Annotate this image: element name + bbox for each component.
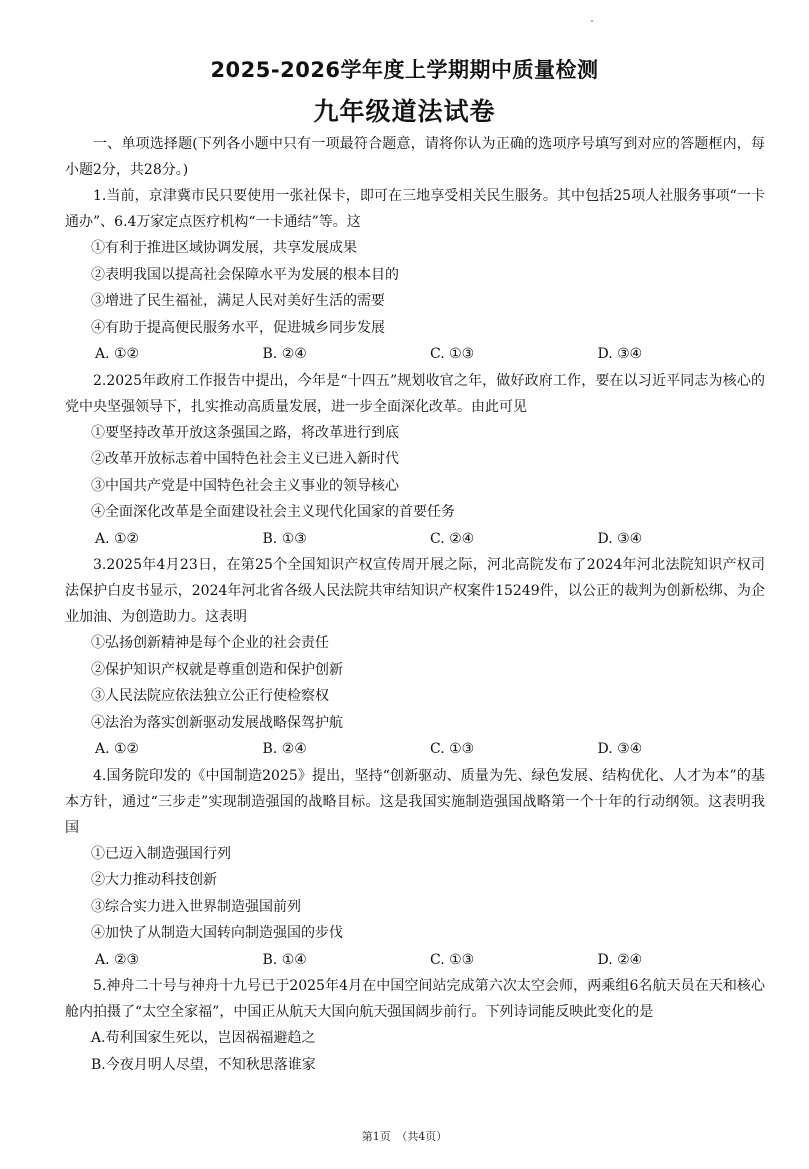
question-option: ③增进了民生福祉，满足人民对美好生活的需要 (91, 293, 385, 309)
question-stem: 1.当前，京津冀市民只要使用一张社保卡，即可在三地享受相关民生服务。其中包括25项人社服务事项“一卡通办”、6.4万家定点医疗机构“一卡通结”等。这 (65, 188, 765, 230)
choice-d: D. ③④ (597, 741, 643, 757)
choice-b: B. ②④ (262, 346, 307, 362)
question-option: ②保护知识产权就是尊重创造和保护创新 (91, 661, 343, 678)
question-2 (65, 368, 765, 553)
section-instructions: 一、单项选择题(下列各小题中只有一项最符合题意，请将你认为正确的选项序号填写到对应的答题框内，每小题2分，共28分。) (65, 136, 765, 178)
answer-choices (65, 526, 765, 553)
question-option: ④加快了从制造大国转向制造强国的步伐 (91, 925, 343, 941)
question-3 (65, 552, 765, 763)
question-1 (65, 183, 765, 368)
exam-content (65, 131, 765, 1078)
question-option: ④全面深化改革是全面建设社会主义现代化国家的首要任务 (91, 504, 455, 520)
question-option: ②表明我国以提高社会保障水平为发展的根本目的 (91, 266, 399, 283)
choice-a: A. ①② (95, 741, 140, 757)
answer-choices (65, 736, 765, 763)
question-stem: 3.2025年4月23日，在第25个全国知识产权宣传周开展之际，河北高院发布了2024年河北法院知识产权司法保护白皮书显示，2024年河北省各级人民法院共审结知识产权案件15249件，以公正的裁判为创新松绑、为企业加油、为创造助力。这表明 (65, 557, 765, 625)
question-stem: 2.2025年政府工作报告中提出，今年是“十四五”规划收官之年，做好政府工作，要在以习近平同志为核心的党中央坚强领导下，扎实推动高质量发展，进一步全面深化改革。由此可见 (65, 372, 765, 415)
page-footer: 第1页 （共4页） (361, 1130, 448, 1143)
choice-a: A. ①② (95, 346, 140, 362)
choice-d: D. ③④ (597, 346, 643, 362)
choice-a: A. ①② (95, 530, 140, 547)
question-stem: 4.国务院印发的《中国制造2025》提出，坚持“创新驱动、质量为先、绿色发展、结构优化、人才为本”的基本方针，通过“三步走”实现制造强国的战略目标。这是我国实施制造强国战略第一个十年的行动纲领。这表明我国 (65, 767, 765, 836)
question-stem: 5.神舟二十号与神舟十九号已于2025年4月在中国空间站完成第六次太空会师，两乘组6名航天员在天和核心舱内拍摄了“太空全家福”，中国正从航天大国向航天强国阔步前行。下列诗词能反映此变化的是 (65, 978, 765, 1020)
choice-c: C. ②④ (430, 530, 475, 547)
exam-title: 2025-2026学年度上学期期中质量检测 (210, 58, 599, 82)
answer-choices (65, 341, 765, 368)
question-option: B.今夜月明人尽望，不知秋思落谁家 (91, 1056, 316, 1073)
choice-b: B. ①④ (262, 951, 307, 968)
question-option: ④有助于提高便民服务水平，促进城乡同步发展 (91, 319, 385, 336)
question-option: ④法治为落实创新驱动发展战略保驾护航 (91, 714, 343, 731)
choice-d: D. ②④ (597, 951, 643, 968)
exam-subtitle: 九年级道法试卷 (313, 97, 496, 126)
question-option: ③综合实力进入世界制造强国前列 (91, 898, 301, 915)
choice-c: C. ①③ (430, 951, 475, 968)
question-5 (65, 973, 765, 1078)
question-option: ③人民法院应依法独立公正行使检察权 (91, 688, 329, 704)
question-option: ①已迈入制造强国行列 (91, 845, 231, 862)
choice-c: C. ①③ (430, 741, 475, 757)
question-option: ①弘扬创新精神是每个企业的社会责任 (91, 635, 329, 651)
scan-dot (591, 20, 593, 22)
question-option: ②大力推动科技创新 (91, 872, 217, 888)
choice-a: A. ②③ (95, 951, 140, 968)
question-option: A.苟利国家生死以，岂因祸福避趋之 (91, 1030, 316, 1046)
answer-choices (65, 947, 765, 974)
question-option: ①有利于推进区域协调发展，共享发展成果 (91, 240, 357, 256)
choice-d: D. ③④ (597, 530, 643, 547)
choice-b: B. ①③ (262, 530, 307, 547)
question-option: ③中国共产党是中国特色社会主义事业的领导核心 (91, 477, 399, 494)
question-option: ②改革开放标志着中国特色社会主义已进入新时代 (91, 451, 399, 467)
choice-c: C. ①③ (430, 346, 475, 362)
question-option: ①要坚持改革开放这条强国之路，将改革进行到底 (91, 424, 399, 441)
question-4 (65, 763, 765, 974)
choice-b: B. ②④ (262, 741, 307, 757)
